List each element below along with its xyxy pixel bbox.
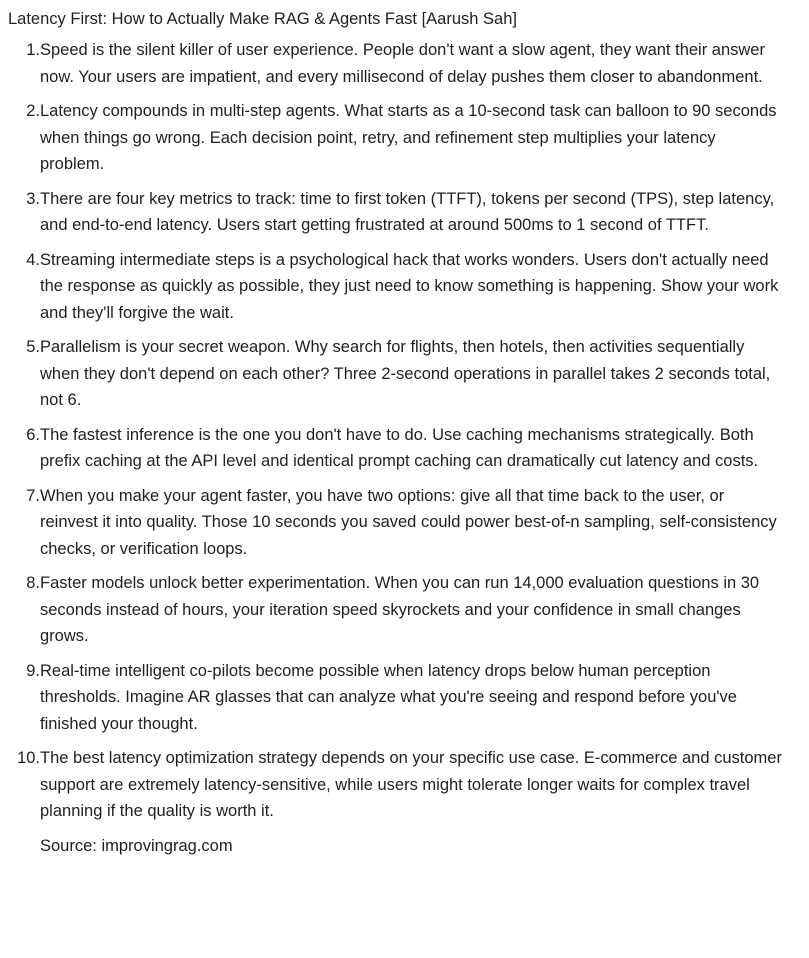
- source-line: Source: improvingrag.com: [40, 836, 233, 855]
- item-text: Real-time intelligent co-pilots become possible when latency drops below human perception thresholds. Imagine AR glasses that can analyze what you're seeing and respond before you've finished your thought.: [40, 661, 737, 733]
- list-item: [8, 247, 783, 327]
- item-text: There are four key metrics to track: time to first token (TTFT), tokens per second (TPS), step latency, and end-to-end latency. Users start getting frustrated at around 500ms to 1 second of TTFT.: [40, 189, 775, 234]
- item-text: The fastest inference is the one you don't have to do. Use caching mechanisms strategically. Both prefix caching at the API level and identical prompt caching can dramatically cut latency and costs.: [40, 425, 759, 470]
- list-item: [8, 745, 783, 825]
- key-points-list: [8, 37, 783, 825]
- item-number: 7.: [26, 486, 40, 505]
- item-number: 6.: [26, 425, 40, 444]
- item-number: 4.: [26, 250, 40, 269]
- list-item: [8, 422, 783, 475]
- item-number: 3.: [26, 189, 40, 208]
- item-text: Parallelism is your secret weapon. Why search for flights, then hotels, then activities sequentially when they don't depend on each other? Three 2-second operations in parallel takes 2 seconds total, not 6.: [40, 338, 771, 409]
- list-item: [8, 98, 783, 178]
- item-text: Latency compounds in multi-step agents. What starts as a 10-second task can balloon to 90 seconds when things go wrong. Each decision point, retry, and refinement step multiplies your latency problem.: [40, 102, 777, 173]
- list-item: [8, 37, 783, 90]
- item-text: Faster models unlock better experimentation. When you can run 14,000 evaluation questions in 30 seconds instead of hours, your iteration speed skyrockets and your confidence in small changes grows.: [40, 574, 760, 645]
- list-item: [8, 334, 783, 414]
- list-item: [8, 570, 783, 650]
- item-number: 5.: [26, 338, 40, 356]
- item-text: The best latency optimization strategy depends on your specific use case. E-commerce and customer support are extremely latency-sensitive, while users might tolerate longer waits for complex travel planning if the quality is worth it.: [40, 749, 782, 820]
- item-number: 2.: [26, 102, 40, 120]
- document-title: Latency First: How to Actually Make RAG & Agents Fast [Aarush Sah]: [8, 10, 517, 28]
- item-number: 9.: [26, 661, 40, 680]
- item-text: When you make your agent faster, you have two options: give all that time back to the user, or reinvest it into quality. Those 10 seconds you saved could power best-of-n sampling, self-consistency checks, or verification loops.: [40, 486, 777, 558]
- list-item: [8, 483, 783, 563]
- list-item: [8, 186, 783, 239]
- item-text: Speed is the silent killer of user experience. People don't want a slow agent, they want their answer now. Your users are impatient, and every millisecond of delay pushes them closer to abandonment.: [40, 41, 765, 86]
- list-item: [8, 658, 783, 738]
- item-number: 8.: [26, 574, 40, 592]
- item-text: Streaming intermediate steps is a psychological hack that works wonders. Users don't actually need the response as quickly as possible, they just need to know something is happening. Show your work and they'll forgive the wait.: [40, 250, 779, 322]
- item-number: 1.: [26, 41, 40, 59]
- item-number: 10.: [17, 749, 40, 767]
